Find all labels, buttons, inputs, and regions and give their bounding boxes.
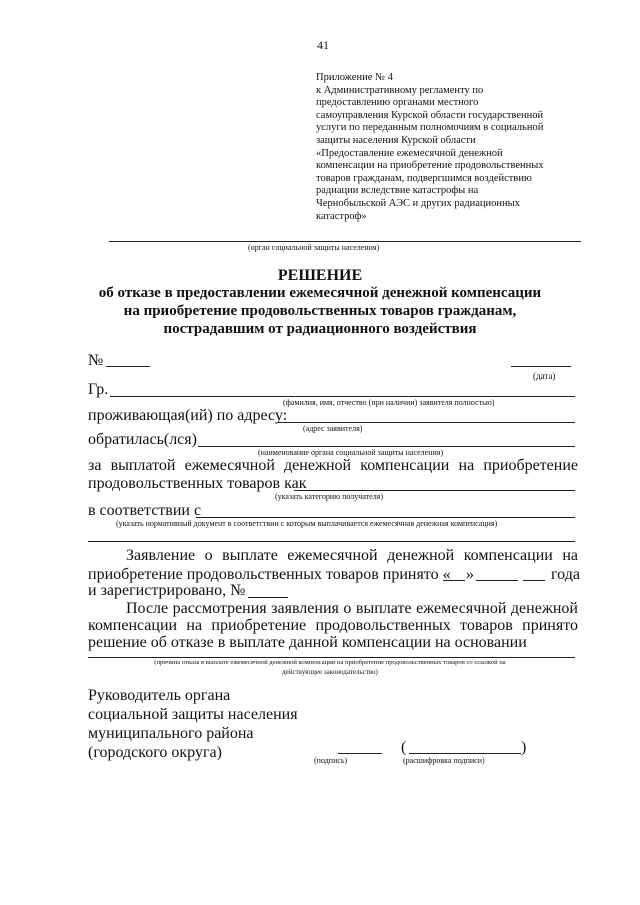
title-line-2: на приобретение продовольственных товаров гражданам, — [123, 303, 517, 319]
appendix-line: защиты населения Курской области — [316, 134, 476, 146]
citizen-field-line[interactable] — [110, 396, 575, 397]
registration-number-field[interactable] — [248, 597, 288, 598]
signature-caption: (подпись) — [314, 756, 348, 765]
statement-line-2c: года — [551, 566, 580, 583]
appendix-line: товаров гражданам, подвергшимся воздействию — [316, 172, 532, 184]
paren-close: ) — [521, 739, 527, 756]
date-field-line[interactable] — [511, 366, 571, 367]
signature-field-line[interactable] — [338, 753, 382, 754]
page-number: 41 — [317, 38, 329, 52]
reason-caption-1: (причина отказа в выплате ежемесячной денежной компенсации на приобретение продовольственных товаров со ссылкой на — [154, 659, 506, 666]
statement-year-field[interactable] — [523, 580, 545, 581]
decision-line-3: решение об отказе в выплате данной компенсации на основании — [88, 634, 527, 651]
appendix-line: «Предоставление ежемесячной денежной — [316, 147, 503, 159]
title-line-1: об отказе в предоставлении ежемесячной денежной компенсации — [98, 285, 542, 301]
address-caption: (адрес заявителя) — [303, 424, 363, 433]
accordance-label: в соответствии с — [88, 502, 202, 519]
address-label: проживающая(ий) по адресу: — [88, 407, 288, 424]
head-line: муниципального района — [88, 725, 254, 742]
statement-line-1: Заявление о выплате ежемесячной денежной компенсации на — [126, 547, 578, 564]
appendix-line: самоуправления Курской области государственной — [316, 109, 544, 121]
accordance-field-line-2[interactable] — [88, 541, 575, 542]
accordance-caption: (указать нормативный документ в соответствии с которым выплачивается ежемесячная денежная компенсация) — [116, 519, 498, 528]
payment-line-2: продовольственных товаров как — [88, 475, 307, 492]
appendix-block — [316, 72, 544, 223]
title-line-3: пострадавшим от радиационного воздействия — [163, 321, 477, 337]
address-field-line[interactable] — [278, 422, 575, 423]
statement-month-field[interactable] — [476, 580, 518, 581]
paren-open: ( — [401, 739, 407, 756]
document-title: РЕШЕНИЕ — [277, 267, 363, 284]
applied-caption: (наименование органа социальной защиты населения) — [258, 448, 444, 457]
payment-line-1: за выплатой ежемесячной денежной компенсации на приобретение — [88, 457, 578, 474]
decision-line-1: После рассмотрения заявления о выплате ежемесячной денежной — [126, 600, 578, 617]
signature-decode-caption: (расшифровка подписи) — [403, 756, 485, 765]
appendix-line: услуги по переданным полномочиям в социальной — [316, 122, 544, 134]
appendix-line: предоставлению органами местного — [316, 97, 479, 109]
citizen-label: Гр. — [88, 381, 109, 398]
appendix-line: радиации вследствие катастрофы на — [316, 185, 479, 197]
appendix-line: Приложение № 4 — [316, 72, 393, 83]
org-caption: (орган социальной защиты населения) — [248, 243, 380, 252]
signature-decode-field-line[interactable] — [409, 753, 521, 754]
head-block — [88, 686, 298, 762]
number-label: № — [88, 352, 104, 369]
head-line: социальной защиты населения — [88, 706, 298, 723]
applied-label: обратилась(лся) — [88, 431, 197, 448]
head-line: (городского округа) — [88, 744, 222, 761]
statement-line-3: и зарегистрировано, № — [88, 582, 246, 599]
category-field-line[interactable] — [294, 490, 575, 491]
number-field-line[interactable] — [106, 366, 150, 367]
applied-field-line[interactable] — [198, 446, 575, 447]
citizen-caption: (фамилия, имя, отчество (при наличии) заявителя полностью) — [283, 398, 495, 407]
date-caption: (дата) — [533, 371, 556, 381]
reason-caption-2: действующее законодательство) — [282, 668, 378, 676]
statement-line-2a: приобретение продовольственных товаров принято « — [88, 566, 451, 583]
decision-line-2: компенсации на приобретение продовольственных товаров принято — [88, 617, 578, 634]
category-caption: (указать категорию получателя) — [275, 492, 384, 501]
statement-day-field[interactable] — [443, 580, 465, 581]
accordance-field-line[interactable] — [196, 517, 575, 518]
appendix-line: компенсации на приобретение продовольственных — [316, 160, 544, 172]
appendix-line: Чернобыльской АЭС и других радиационных — [316, 197, 520, 209]
statement-line-2b: » — [466, 566, 474, 583]
head-line: Руководитель органа — [88, 687, 231, 704]
appendix-line: к Административному регламенту по — [316, 84, 484, 96]
appendix-line: катастроф» — [316, 210, 367, 222]
org-line — [109, 241, 581, 242]
reason-field-line[interactable] — [88, 657, 575, 658]
